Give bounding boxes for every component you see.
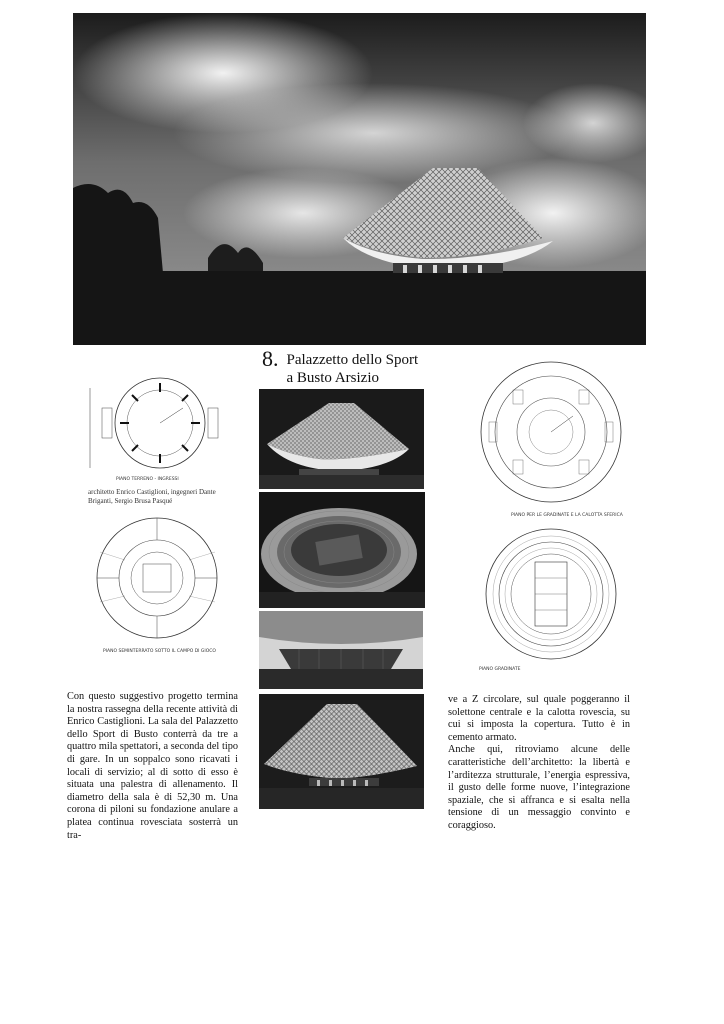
title-line-1: Palazzetto dello Sport (286, 352, 419, 368)
credits-line-1: architetto Enrico Castiglioni, ingegneri Dante (88, 488, 216, 496)
body-text-right (448, 694, 630, 833)
floor-plan-tiers (473, 522, 629, 674)
plan-caption-tiers-shell: PIANO PER LE GRADINATE E LA CALOTTA SFERICA (511, 513, 623, 518)
article-title (287, 351, 419, 387)
model-photo-dome-close (259, 694, 424, 809)
hero-photo (73, 13, 646, 345)
model-photo-section-top (259, 492, 425, 608)
article-heading (262, 346, 442, 387)
title-line-2: a Busto Arsizio (286, 370, 379, 386)
model-photo-interior (259, 611, 423, 689)
model-photo-exterior (259, 389, 424, 489)
floor-plan-basement (85, 512, 237, 657)
floor-plan-tiers-shell (473, 352, 629, 522)
body-paragraph-right-1: ve a Z circolare, sul quale poggeranno il solettone centrale e la calotta rovescia, su cui si imposta la copertura. Tutto è in cemento armato. (448, 694, 630, 743)
body-text-left (67, 691, 238, 842)
credits-line-2: Briganti, Sergio Brusa Pasqué (88, 497, 173, 505)
plan-caption-basement: PIANO SEMINTERRATO SOTTO IL CAMPO DI GIOCO (103, 649, 216, 654)
floor-plan-ground (88, 368, 234, 486)
article-number: 8. (262, 346, 279, 371)
body-paragraph-right-2: Anche qui, ritroviamo alcune delle caratteristiche dell’architetto: la libertà e l’arditezza strutturale, l’energia espressiva, il gusto delle forme nuove, l’integrazione spaziale, che si affranca e si esalta nella tensione di un messaggio convinto e coraggioso. (448, 744, 630, 831)
credits (88, 488, 238, 506)
plan-caption-tiers: PIANO GRADINATE (479, 667, 521, 672)
body-paragraph-left: Con questo suggestivo progetto termina la nostra rassegna della recente attività di Enrico Castiglioni. La sala del Palazzetto dello Sport di Busto conterrà da tre a quattro mila spettatori, a seconda del tipo di gare. In un soppalco sono ricavati i locali di servizio; al di sotto di esso è situata una palestra di allenamento. Il diametro della sala è di 52,30 m. Una corona di piloni su fondazione anulare a platea continua rovesciata sosterrà un tra- (67, 691, 238, 841)
plan-caption-ground: PIANO TERRENO - INGRESSI (116, 477, 179, 482)
